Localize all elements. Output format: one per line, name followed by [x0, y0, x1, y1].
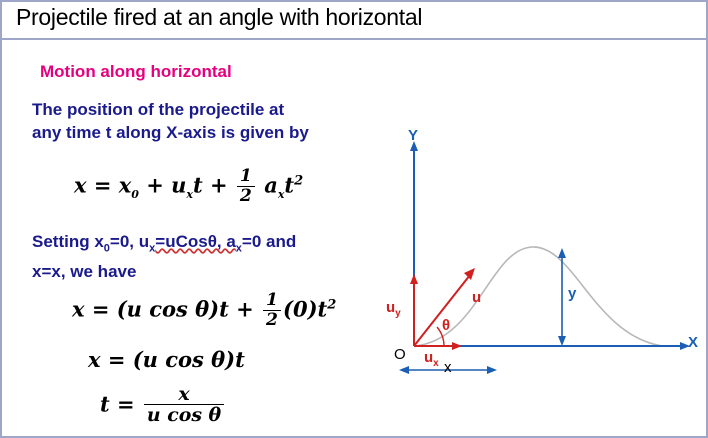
eq1-tail-exponent: 2 — [294, 173, 304, 189]
paragraph-position-description — [32, 98, 362, 144]
eq4-fraction-denominator: u cos θ — [144, 404, 224, 425]
angle-theta-label: θ — [442, 317, 451, 334]
eq1-mid: + u — [138, 172, 187, 198]
ux-vector-label — [424, 349, 439, 369]
origin-label: O — [394, 346, 406, 363]
title-divider — [2, 38, 706, 40]
paragraph2-line1-c: =uCosθ, a — [155, 232, 236, 251]
equation-simplified: x = (u cos θ)t — [88, 347, 245, 372]
uy-label-main: u — [386, 299, 396, 316]
eq1-mid2: t + — [192, 172, 235, 198]
paragraph2-line1-d: =0 and — [241, 232, 297, 251]
paragraph2-sub-0: 0 — [103, 242, 110, 255]
paragraph2-line2: x=x, we have — [32, 262, 137, 282]
trajectory-curve — [414, 247, 662, 346]
equation-substituted — [72, 292, 336, 330]
eq2-fraction-numerator: 1 — [266, 290, 279, 310]
eq1-tail2: t — [284, 172, 295, 198]
eq1-lhs-sub: 0 — [131, 187, 139, 201]
uy-label-sub: y — [395, 308, 401, 319]
eq4-fraction — [144, 384, 224, 426]
paragraph1-line1: The position of the projectile at — [32, 100, 285, 119]
eq1-lhs: x = x — [74, 172, 132, 198]
velocity-vector-uy-arrowhead — [410, 274, 418, 284]
ux-label-main: u — [424, 349, 434, 366]
projectile-diagram — [382, 127, 700, 397]
paragraph2-sub-x2: x — [235, 242, 242, 255]
paragraph2-sub-x1: x — [149, 242, 156, 255]
height-y-label: y — [568, 285, 577, 302]
height-measure-arrowhead-top — [558, 248, 566, 258]
paragraph2-line1-b: =0, u — [109, 232, 150, 251]
distance-x-label: x — [444, 359, 452, 376]
distance-measure-arrowhead-left — [399, 366, 409, 374]
eq1-fraction — [237, 167, 255, 205]
uy-vector-label — [386, 299, 401, 319]
height-measure-arrowhead-bottom — [558, 336, 566, 346]
paragraph2-line1-a: Setting x — [32, 232, 104, 251]
eq1-tail: a — [256, 172, 278, 198]
eq2-fraction — [263, 291, 281, 329]
velocity-vector-u-arrowhead — [464, 268, 475, 280]
eq2-lead: x = (u cos θ)t + — [72, 296, 262, 322]
section-subtitle: Motion along horizontal — [40, 62, 232, 81]
eq4-lead: t = — [100, 391, 142, 417]
eq2-fraction-denominator: 2 — [263, 310, 281, 330]
page-title: Projectile fired at an angle with horizontal — [16, 4, 423, 30]
ux-label-sub: x — [433, 358, 439, 369]
x-axis-label: X — [688, 334, 699, 351]
eq2-tail: (0)t — [283, 296, 328, 322]
eq1-fraction-numerator: 1 — [239, 166, 252, 186]
y-axis-label: Y — [408, 127, 419, 144]
equation-time — [100, 385, 226, 427]
eq1-tail-sub: x — [277, 187, 285, 201]
paragraph1-line2: any time t along X-axis is given by — [32, 123, 309, 142]
eq1-mid-sub: x — [186, 187, 193, 201]
equation-position-general — [74, 168, 303, 206]
paragraph-substitution — [32, 230, 362, 283]
velocity-vector-ux-arrowhead — [452, 342, 462, 350]
distance-measure-arrowhead-right — [487, 366, 497, 374]
eq4-fraction-numerator: x — [178, 383, 190, 405]
eq2-tail-exponent: 2 — [327, 297, 337, 313]
eq1-fraction-denominator: 2 — [237, 186, 255, 206]
u-vector-label: u — [472, 289, 482, 306]
